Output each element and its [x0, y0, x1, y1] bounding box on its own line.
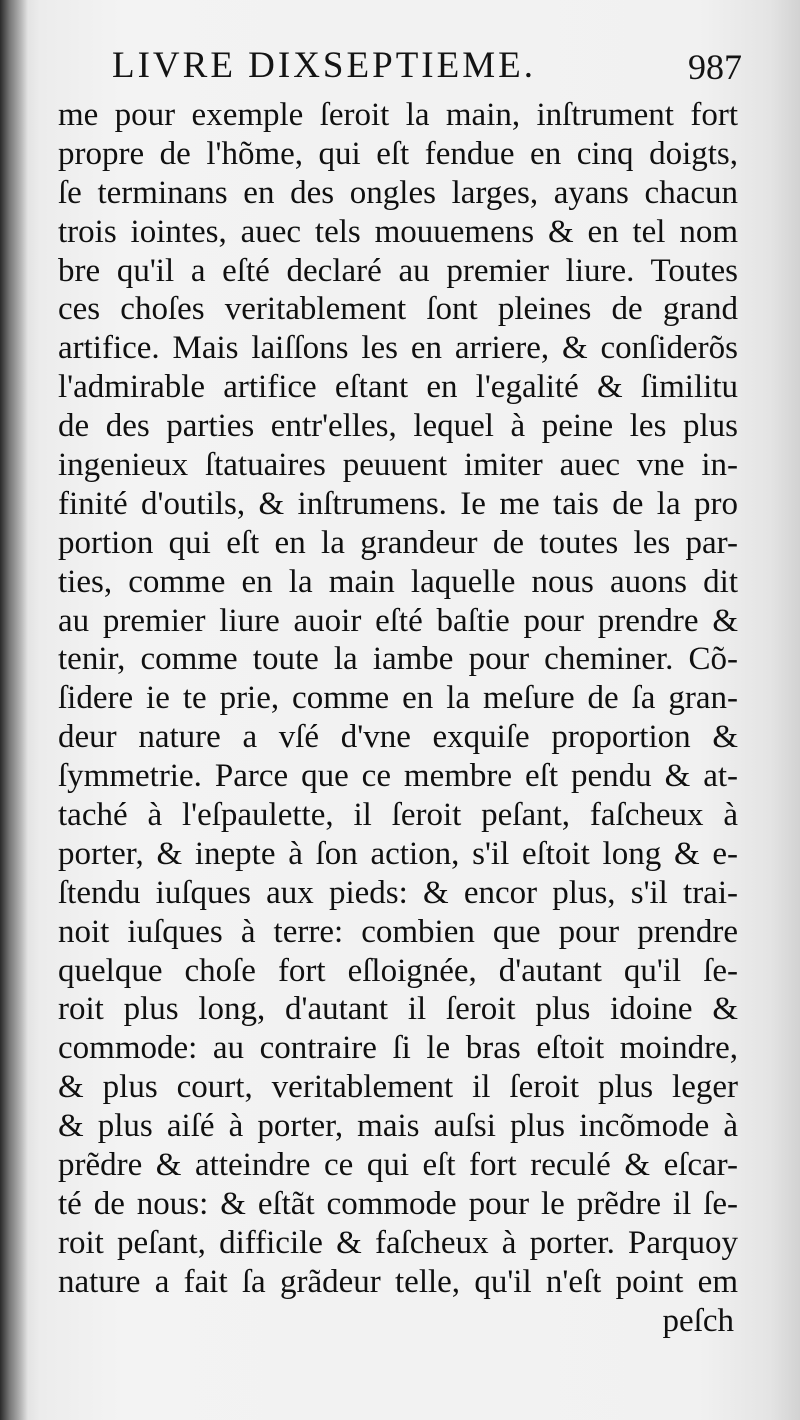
- text-line: noit iuſques à terre: combien que pour prendre: [58, 913, 738, 950]
- text-line: l'admirable artifice eſtant en l'egalité & ſimilitu: [58, 369, 738, 406]
- text-line: roit plus long, d'autant il ſeroit plus idoine &: [58, 991, 738, 1028]
- text-line: artifice. Mais laiſſons les en arriere, & conſiderõs: [58, 330, 738, 367]
- catchword: peſch: [662, 1302, 734, 1339]
- page-number: 987: [688, 47, 742, 87]
- text-line: commode: au contraire ſi le bras eſtoit moindre,: [58, 1030, 738, 1067]
- text-line: ſymmetrie. Parce que ce membre eſt pendu & at-: [58, 758, 738, 795]
- binding-gutter-shadow: [0, 0, 28, 1420]
- text-line: ſtendu iuſques aux pieds: & encor plus, s'il trai-: [58, 874, 738, 911]
- text-line: au premier liure auoir eſté baſtie pour prendre &: [58, 602, 738, 639]
- text-line: nature a fait ſa grãdeur telle, qu'il n'eſt point em: [58, 1263, 738, 1300]
- text-line: té de nous: & eſtãt commode pour le prẽdre il ſe-: [58, 1185, 738, 1222]
- text-line: ties, comme en la main laquelle nous auons dit: [58, 563, 738, 600]
- text-line: prẽdre & atteindre ce qui eſt fort reculé & eſcar-: [58, 1147, 738, 1184]
- text-line: & plus court, veritablement il ſeroit plus leger: [58, 1069, 738, 1106]
- text-line: tenir, comme toute la iambe pour cheminer. Cõ-: [58, 641, 738, 678]
- body-text: [58, 96, 738, 1341]
- text-line: & plus aiſé à porter, mais auſsi plus incõmode à: [58, 1108, 738, 1145]
- text-line: trois iointes, auec tels mouuemens & en tel nom: [58, 213, 738, 250]
- text-line: finité d'outils, & inſtrumens. Ie me tais de la pro: [58, 485, 738, 522]
- text-line: deur nature a vſé d'vne exquiſe proportion &: [58, 719, 738, 756]
- text-line: roit peſant, difficile & faſcheux à porter. Parquoy: [58, 1224, 738, 1261]
- text-line: porter, & inepte à ſon action, s'il eſtoit long & e-: [58, 835, 738, 872]
- text-line: bre qu'il a eſté declaré au premier liure. Toutes: [58, 252, 738, 289]
- text-line: de des parties entr'elles, lequel à peine les plus: [58, 408, 738, 445]
- text-line: ces choſes veritablement ſont pleines de grand: [58, 291, 738, 328]
- text-line: ſe terminans en des ongles larges, ayans chacun: [58, 174, 738, 211]
- running-title: LIVRE DIXSEPTIEME.: [112, 45, 536, 86]
- text-line: taché à l'eſpaulette, il ſeroit peſant, faſcheux à: [58, 797, 738, 834]
- text-line: propre de l'hõme, qui eſt fendue en cinq doigts,: [58, 135, 738, 172]
- running-head: [0, 44, 800, 92]
- text-line: me pour exemple ſeroit la main, inſtrument fort: [58, 97, 738, 133]
- text-line: ſidere ie te prie, comme en la meſure de ſa gran-: [58, 680, 738, 717]
- text-line: ingenieux ſtatuaires peuuent imiter auec vne in-: [58, 447, 738, 484]
- text-line: portion qui eſt en la grandeur de toutes les par-: [58, 524, 738, 561]
- text-line: quelque choſe fort eſloignée, d'autant qu'il ſe-: [58, 952, 738, 989]
